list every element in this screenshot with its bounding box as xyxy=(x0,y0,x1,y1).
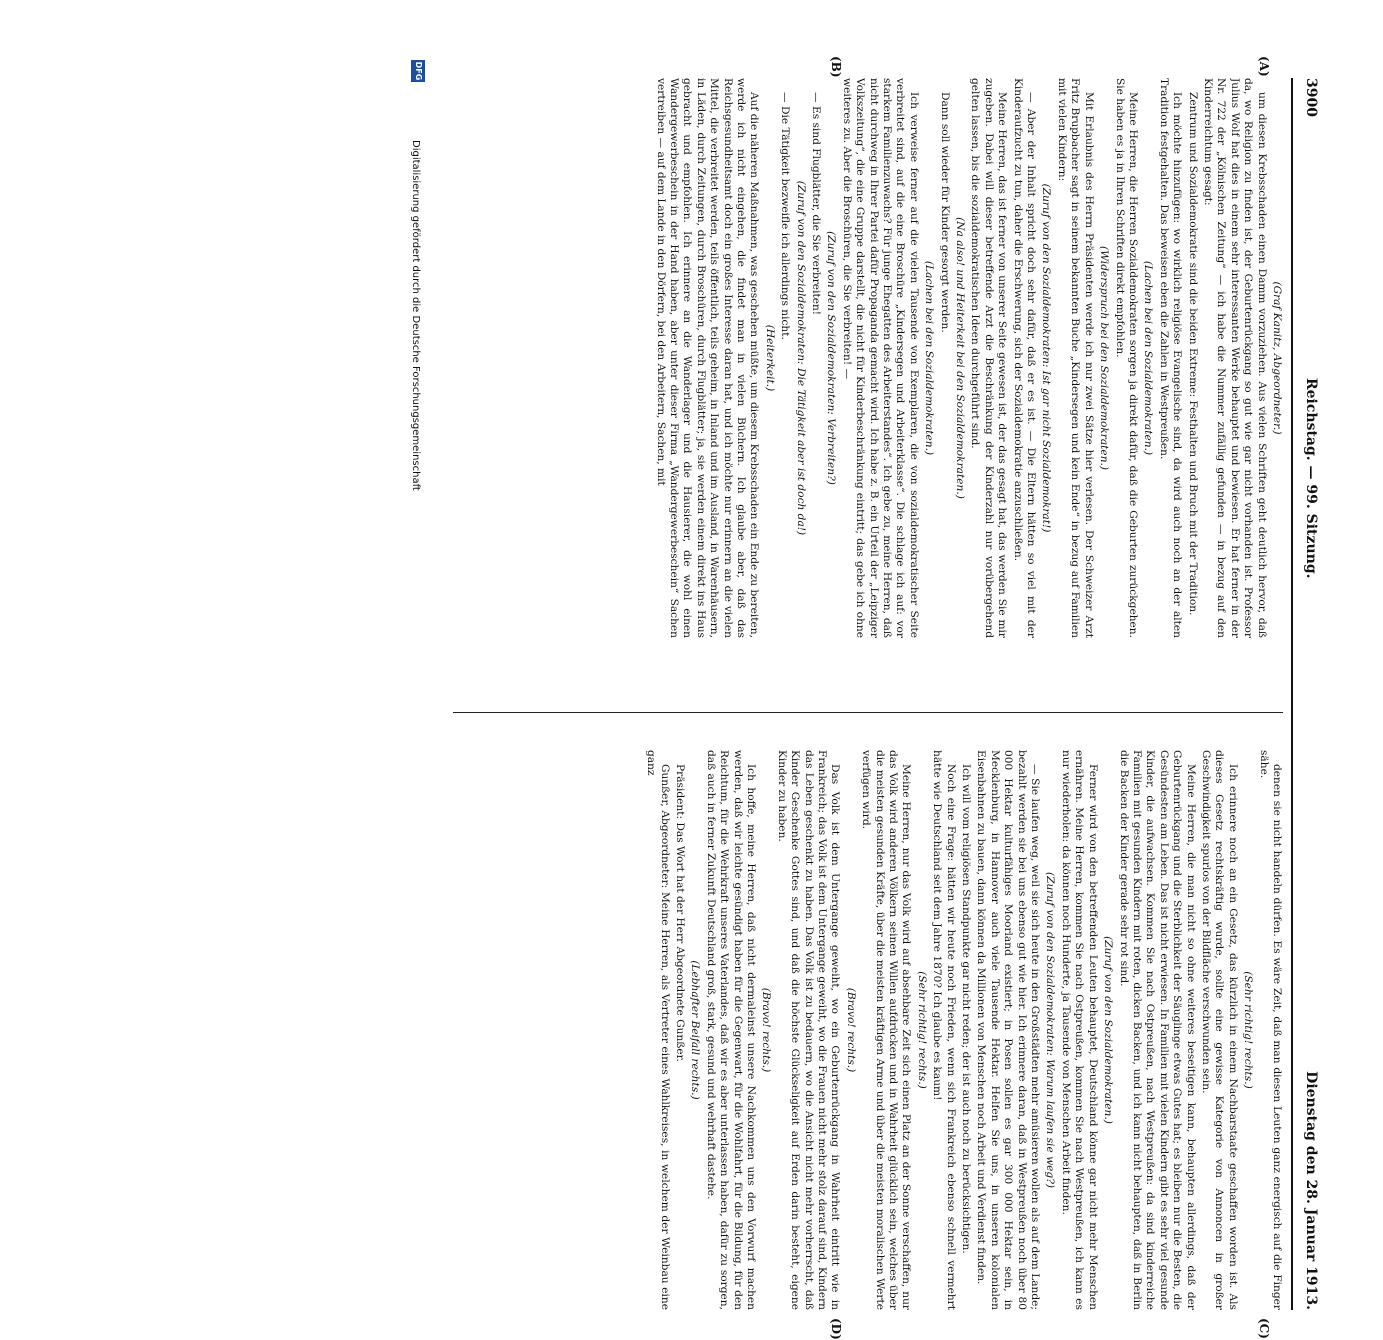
paragraph: Meine Herren, die man nicht so ohne weiteres beseitigen kann, behaupten allerdings, daß der Geburtenrückgang und die Sterblichkeit der Säuglinge etwas Gutes hat; es bleiben nur die Besten, die Gesündesten am Leben. Das ist nicht erwiesen. In Familien mit vielen Kindern gibt es sehr viel gesunde Kinder, die aufwachsen. Kommen Sie nach Ostpreußen, nach Westpreußen: da sind kinderreiche Familien mit gesunden Kindern mit roten, dicken Backen, und ich kann nicht behaupten, daß in Berlin die Backen der Kinder gerade sehr rot sind. xyxy=(1117,750,1197,1310)
paragraph: (Zuruf von den Sozialdemokraten.) xyxy=(1102,936,1115,1124)
paragraph: Ich erinnere noch an ein Gesetz, das kürzlich in einem Nachbarstaate geschaffen worden ist. Als dieses Gesetz rechtskräftig wurde, sollte eine gewisse Kategorie von Annoncen in großer Geschwindigkeit spurlos von der Bildfläche verschwunden sein. xyxy=(1199,750,1239,1310)
margin-mark-b: (B) xyxy=(829,56,843,78)
paragraph: Ferner wird von den betreffenden Leuten behauptet, Deutschland könne gar nicht mehr Menschen ernähren. Meine Herren, kommen Sie nach Ostpreußen, kommen Sie nach Westpreußen, ich kann es nur wiederholen: da können noch Hunderte, ja Tausende von Menschen Arbeit finden. xyxy=(1059,750,1099,1310)
right-column xyxy=(453,750,1283,1310)
left-column xyxy=(453,78,1283,638)
session-title: Reichstag. — 99. Sitzung. xyxy=(1303,378,1319,579)
page-number: 3900 xyxy=(1303,78,1319,117)
paragraph: Meine Herren, nur das Volk wird auf absehbare Zeit sich einen Platz an der Sonne verschaffen, nur das Volk wird anderen Völkern seinen Willen aufdrücken und in Wahrheit glücklich sein, welches über die meisten gesunden Kräfte, über die meisten kräftigen Arme und über die meisten moralischen Werte verfügen wird. xyxy=(860,750,913,1310)
paragraph: — Es sind Flugblätter, die Sie verbreiten! xyxy=(810,92,822,316)
paragraph: (Widerspruch bei den Sozialdemokraten.) xyxy=(1098,245,1111,471)
paragraph: — Aber der Inhalt spricht doch sehr dafür, daß er es ist. — Die Eltern hätten so viel mit der Kinderaufzucht zu tun, daher die Erschwerung, sich der Sozialdemokratie anzuschließen. xyxy=(1011,78,1038,638)
paragraph: denen sie nicht handeln dürfen. Es wäre Zeit, daß man diesen Leuten ganz energisch auf die Finger sähe. xyxy=(1257,750,1283,1310)
paragraph: Ich möchte hinzufügen: wo wirklich religiöse Evangelische sind, da wird auch noch an der alten Tradition festgehalten. Das beweisen eben die Zahlen in Westpreußen. xyxy=(1157,78,1184,638)
paragraph: (Lachen bei den Sozialdemokraten.) xyxy=(1142,260,1155,456)
paragraph: Auf die näheren Maßnahmen, was geschehen müßte, um diesem Krebsschaden ein Ende zu bereiten, werde ich nicht eingehen, die findet man in vielen Büchern. Ich glaube aber, daß das Reichsgesundheitsamt doch ein großes Interesse daran hat, und ich möchte nur erinnern an die vielen Mittel, die verbreitet werden, teils öffentlich, teils geheim, in Inland und im Ausland, in Warenhäusern, in Läden, durch Zeitungen, durch Broschüren, durch Flugblätter; ja, sie werden einem direkt ins Haus gebracht und empfohlen. Ich erinnere an die Wanderlager und die Hausierer, die wohl einen Wandergewerbeschein in der Hand haben, aber unter dieser Firma „Wandergewerbeschein“ Sachen vertreiben — auf dem Lande in den Dörfern, bei den Arbeitern, Sachen, mit xyxy=(654,78,761,638)
paragraph: Zentrum und Sozialdemokratie sind die beiden Extreme: Festhalten und Bruch mit der Tradition. xyxy=(1186,92,1199,616)
margin-mark-d: (D) xyxy=(829,1318,843,1340)
paragraph: (Bravo! rechts.) xyxy=(760,987,773,1073)
paragraph: (Zuruf von den Sozialdemokraten: Warum laufen sie weg?) xyxy=(1044,871,1057,1189)
digitization-credit: Digitalisierung gefördert durch die Deutsche Forschungsgemeinschaft xyxy=(410,140,421,491)
paragraph: Präsident: Das Wort hat der Herr Abgeordnete Gunßer. xyxy=(673,764,686,1062)
paragraph: Das Volk ist dem Untergange geweiht, wo ein Geburtenrückgang in Wahrheit eintritt wie in Frankreich; das Volk ist dem Untergange geweiht, wo die Frauen nicht mehr stolz darauf sind, Kindern das Leben geschenkt zu haben. Das Volk ist zu bedauern, wo die Ansicht nicht mehr vorherrscht, daß Kinder Geschenke Gottes sind, und daß die höchste Glückseligkeit auf Erden darin besteht, eigene Kinder zu haben. xyxy=(775,750,842,1310)
paragraph: — Sie laufen weg, weil sie sich heute in den Großstädten mehr amüsieren wollen als auf dem Lande; bezahlt werden sie bei uns ebenso gut wie hier. Ich erinnere daran, daß in Westpreußen noch über 80 000 Hektar kulturfähiges Moorland existiert; in Posen sollen es gar 300 000 Hektar sein, in Mecklenburg, in Hannover auch viele Tausende Hektar. Helfen Sie uns, in unseren kolonialen Eisenbahnen zu bauen, dann können da Millionen von Menschen noch Arbeit und Verdienst finden. xyxy=(975,750,1042,1310)
paragraph: Gunßer, Abgeordneter: Meine Herren, als Vertreter eines Wahlkreises, in welchem der Weinbau eine ganz xyxy=(645,750,671,1310)
paragraph: (Zuruf von den Sozialdemokraten: Die Tätigkeit aber ist doch da!) xyxy=(794,180,807,536)
paragraph: (Heiterkeit.) xyxy=(763,324,776,392)
paragraph: (Sehr richtig! rechts.) xyxy=(1242,971,1255,1089)
paragraph: (Zuruf von den Sozialdemokraten: Ist gar nicht Sozialdemokrat!) xyxy=(1040,183,1053,533)
session-date: Dienstag den 28. Januar 1913. xyxy=(1303,1071,1319,1310)
paragraph: (Graf Kanitz, Abgeordneter.) xyxy=(1271,281,1283,435)
paragraph: Ich will vom religiösen Standpunkte gar nicht reden; der ist auch noch zu berücksichtigen. xyxy=(960,764,973,1254)
paragraph: (Bravo! rechts.) xyxy=(844,987,857,1073)
paragraph: — Die Tätigkeit bezweifle ich allerdings nicht. xyxy=(779,92,792,340)
paragraph: (Sehr richtig! rechts.) xyxy=(915,971,928,1089)
paragraph: Ich verweise ferner auf die vielen Tausende von Exemplaren, die von sozialdemokratischer Seite verbreitet sind, auf die eine Broschüre „Kindersegen und Arbeiterklasse“. Die schlage ich auf: vor starkem Familienzuwachs? Für junge Ehegatten des Arbeiterstandes“. Ich gebe zu, meine Herren, daß nicht durchweg in Ihrer Partei dafür Propaganda gemacht wird. Ich habe z. B. ein Urteil der „Leipziger Volkszeitung“, die eine Gruppe darstellt, die nicht für Kinderbeschränkung eintritt; das gebe ich ohne weiteres zu. Aber die Broschüren, die Sie verbreiten! — xyxy=(840,78,920,638)
paragraph: um diesen Krebsschaden einen Damm vorzuziehen. Aus vielen Schriften geht deutlich hervor, daß da, wo Religion zu finden ist, der Geburtenrückgang so gut wie gar nicht vorhanden ist. Professor Julius Wolf hat dies in einem sehr interessanten Werke behauptet und bewiesen. Er hat ferner in der Nr. 722 der „Kölnischen Zeitung“ — ich habe die Nummer zufällig gefunden — in bezug auf den Kinderreichtum gesagt: xyxy=(1201,78,1268,638)
paragraph: Ich hoffe, meine Herren, daß nicht dermaleinst unsere Nachkommen uns den Vorwurf machen werden, daß wir leichte gesündigt haben für die Gegenwart, für die Wohlfahrt, für die Bildung, für den Reichtum, für die Wehrkraft unseres Vaterlandes, daß wir es aber unterlassen haben, dafür zu sorgen, daß auch in ferner Zukunft Deutschland groß, stark, gesund und wehrhaft dastehe. xyxy=(704,750,757,1310)
paragraph: Meine Herren, das ist ferner von unserer Seite gewesen ist, der das gesagt hat, das werden Sie mir zugeben. Dabei will dieser betreffende Arzt die Beschränkung der Kinderzahl nur vorübergehend gelten lassen, bis die sozialdemokratischen Ideen durchgeführt sind. xyxy=(969,78,1009,638)
paragraph: (Lachen bei den Sozialdemokraten.) xyxy=(923,260,936,456)
paragraph: Mit Erlaubnis des Herrn Präsidenten werde ich nur zwei Sätze hier verlesen. Der Schweizer Arzt Fritz Brupbacher sagt in seinem bekannten Buche „Kindersegen und kein Ende“ in bezug auf Familien mit vielen Kindern: xyxy=(1055,78,1095,638)
column-divider xyxy=(453,712,1283,713)
margin-mark-c: (C) xyxy=(1257,1318,1271,1339)
paragraph: Noch eine Frage: hätten wir heute noch Frieden, wenn sich Frankreich ebenso schnell vermehrt hätte wie Deutschland seit dem Jahre 1870? Ich glaube es kaum! xyxy=(931,750,957,1310)
dfg-logo: DFG xyxy=(411,60,425,82)
page-header xyxy=(1291,78,1323,1310)
paragraph: (Lebhafter Beifall rechts.) xyxy=(689,960,702,1100)
paragraph: Dann soll wieder für Kinder gesorgt werden. xyxy=(938,92,951,333)
paragraph: (Zuruf von den Sozialdemokraten: Verbreiten?) xyxy=(825,231,838,485)
margin-mark-a: (A) xyxy=(1257,56,1271,77)
paragraph: Meine Herren, die Herren Sozialdemokraten sorgen ja direkt dafür, daß die Geburten zurückgehen. Sie haben es ja in Ihren Schriften direkt empfohlen. xyxy=(1113,78,1139,638)
paragraph: (Na also! und Heiterkeit bei den Sozialdemokraten.) xyxy=(954,217,967,499)
